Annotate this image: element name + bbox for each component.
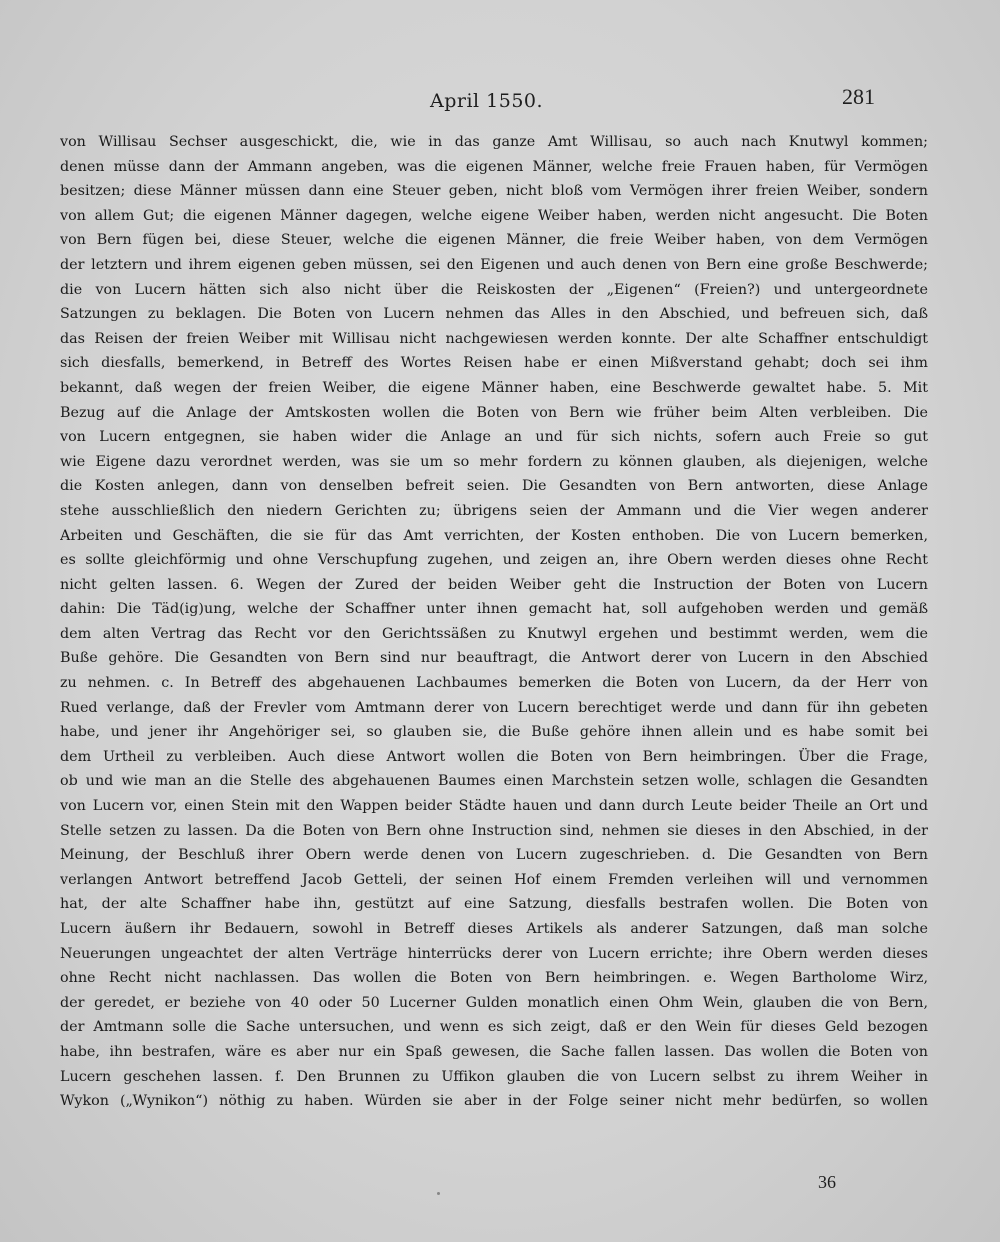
text-line: dahin: Die Täd(ig)ung, welche der Schaffner unter ihnen gemacht hat, soll aufgehoben werden und gemäß	[60, 601, 928, 618]
running-head	[0, 84, 1000, 120]
text-line: Meinung, der Beschluß ihrer Obern werde denen von Lucern zugeschrieben. d. Die Gesandten von Bern	[60, 847, 928, 864]
text-line: wie Eigene dazu verordnet werden, was sie um so mehr fordern zu können glauben, als diejenigen, welche	[60, 453, 928, 470]
body-text	[60, 130, 928, 1170]
text-line: Arbeiten und Geschäften, die sie für das Amt verrichten, der Kosten enthoben. Die von Lucern bemerken,	[60, 527, 928, 544]
text-line: ob und wie man an die Stelle des abgehauenen Baumes einen Marchstein setzen wolle, schlagen die Gesandten	[60, 773, 928, 790]
text-line: von allem Gut; die eigenen Männer dagegen, welche eigene Weiber haben, werden nicht angesucht. Die Boten	[60, 207, 928, 224]
text-line: es sollte gleichförmig und ohne Verschupfung zugehen, und zeigen an, ihre Obern werden dieses ohne Recht	[60, 552, 928, 569]
text-line: Rued verlange, daß der Frevler vom Amtmann derer von Lucern berechtiget werde und dann für ihn gebeten	[60, 699, 928, 716]
text-line: dem alten Vertrag das Recht vor den Gerichtssäßen zu Knutwyl ergehen und bestimmt werden, wem die	[60, 625, 928, 642]
text-line: bekannt, daß wegen der freien Weiber, die eigene Männer haben, eine Beschwerde gewaltet habe. 5. Mit	[60, 379, 928, 396]
text-line: dem Urtheil zu verbleiben. Auch diese Antwort wollen die Boten von Bern heimbringen. Über die Frage,	[60, 748, 928, 765]
text-line: nicht gelten lassen. 6. Wegen der Zured der beiden Weiber geht die Instruction der Boten von Lucern	[60, 576, 928, 593]
text-line: Stelle setzen zu lassen. Da die Boten von Bern ohne Instruction sind, nehmen sie dieses in den Abschied, in der	[60, 822, 928, 839]
text-line: stehe ausschließlich den niedern Gerichten zu; übrigens seien der Ammann und die Vier wegen anderer	[60, 502, 928, 519]
text-line: Lucern äußern ihr Bedauern, sowohl in Betreff dieses Artikels als anderer Satzungen, daß man solche	[60, 921, 928, 937]
text-line: die Kosten anlegen, dann von denselben befreit seien. Die Gesandten von Bern antworten, diese Anlage	[60, 478, 928, 495]
text-line: Neuerungen ungeachtet der alten Verträge hinterrücks derer von Lucern errichte; ihre Obern werden dieses	[60, 945, 928, 962]
paper-speck	[437, 1192, 440, 1195]
text-line: habe, ihn bestrafen, wäre es aber nur ein Spaß gewesen, die Sache fallen lassen. Das wollen die Boten von	[60, 1043, 928, 1060]
text-line: von Lucern entgegnen, sie haben wider die Anlage an und für sich nichts, sofern auch Freie so gut	[60, 429, 928, 446]
text-line: verlangen Antwort betreffend Jacob Getteli, der seinen Hof einem Fremden verleihen will und vernommen	[60, 871, 928, 888]
text-line: die von Lucern hätten sich also nicht über die Reiskosten der „Eigenen“ (Freien?) und untergeordnete	[60, 281, 928, 298]
text-line: ohne Recht nicht nachlassen. Das wollen die Boten von Bern heimbringen. e. Wegen Bartholome Wirz,	[60, 970, 928, 987]
text-line: von Bern fügen bei, diese Steuer, welche die eigenen Männer, die freie Weiber haben, von dem Vermögen	[60, 232, 928, 249]
text-line: von Willisau Sechser ausgeschickt, die, wie in das ganze Amt Willisau, so auch nach Knutwyl kommen;	[60, 134, 928, 150]
text-line: Satzungen zu beklagen. Die Boten von Lucern nehmen das Alles in den Abschied, und befreuen sich, daß	[60, 306, 928, 323]
text-line: zu nehmen. c. In Betreff des abgehauenen Lachbaumes bemerken die Boten von Lucern, da der Herr von	[60, 675, 928, 692]
text-line: Buße gehöre. Die Gesandten von Bern sind nur beauftragt, die Antwort derer von Lucern in den Abschied	[60, 650, 928, 667]
signature-mark: 36	[818, 1172, 836, 1192]
text-line: hat, der alte Schaffner habe ihn, gestützt auf eine Satzung, diesfalls bestrafen wollen. Die Boten von	[60, 896, 928, 913]
text-line: Wykon („Wynikon“) nöthig zu haben. Würden sie aber in der Folge seiner nicht mehr bedürfen, so wollen	[60, 1093, 928, 1110]
text-line: der Amtmann solle die Sache untersuchen, und wenn es sich zeigt, daß er den Wein für dieses Geld bezogen	[60, 1019, 928, 1036]
text-line: von Lucern vor, einen Stein mit den Wappen beider Städte hauen und dann durch Leute beider Theile an Ort und	[60, 798, 928, 815]
running-head-title: April 1550.	[430, 90, 544, 112]
text-line: Bezug auf die Anlage der Amtskosten wollen die Boten von Bern wie früher beim Alten verbleiben. Die	[60, 404, 928, 421]
text-line: habe, und jener ihr Angehöriger sei, so glauben sie, die Buße gehöre ihnen allein und es habe somit bei	[60, 724, 928, 741]
text-line: sich diesfalls, bemerkend, in Betreff des Wortes Reisen habe er einen Mißverstand gehabt; doch sei ihm	[60, 355, 928, 372]
text-line: denen müsse dann der Ammann angeben, was die eigenen Männer, welche freie Frauen haben, für Vermögen	[60, 158, 928, 175]
text-line: das Reisen der freien Weiber mit Willisau nicht nachgewiesen werden konnte. Der alte Schaffner entschuldigt	[60, 330, 928, 347]
text-line: der geredet, er beziehe von 40 oder 50 Lucerner Gulden monatlich einen Ohm Wein, glauben die von Bern,	[60, 994, 928, 1011]
page-number: 281	[842, 84, 875, 109]
text-line: Lucern geschehen lassen. f. Den Brunnen zu Uffikon glauben die von Lucern selbst zu ihrem Weiher in	[60, 1068, 928, 1085]
text-line: der letztern und ihrem eigenen geben müssen, sei den Eigenen und auch denen von Bern eine große Beschwerde;	[60, 256, 928, 273]
text-line: besitzen; diese Männer müssen dann eine Steuer geben, nicht bloß vom Vermögen ihrer freien Weiber, sondern	[60, 183, 928, 200]
